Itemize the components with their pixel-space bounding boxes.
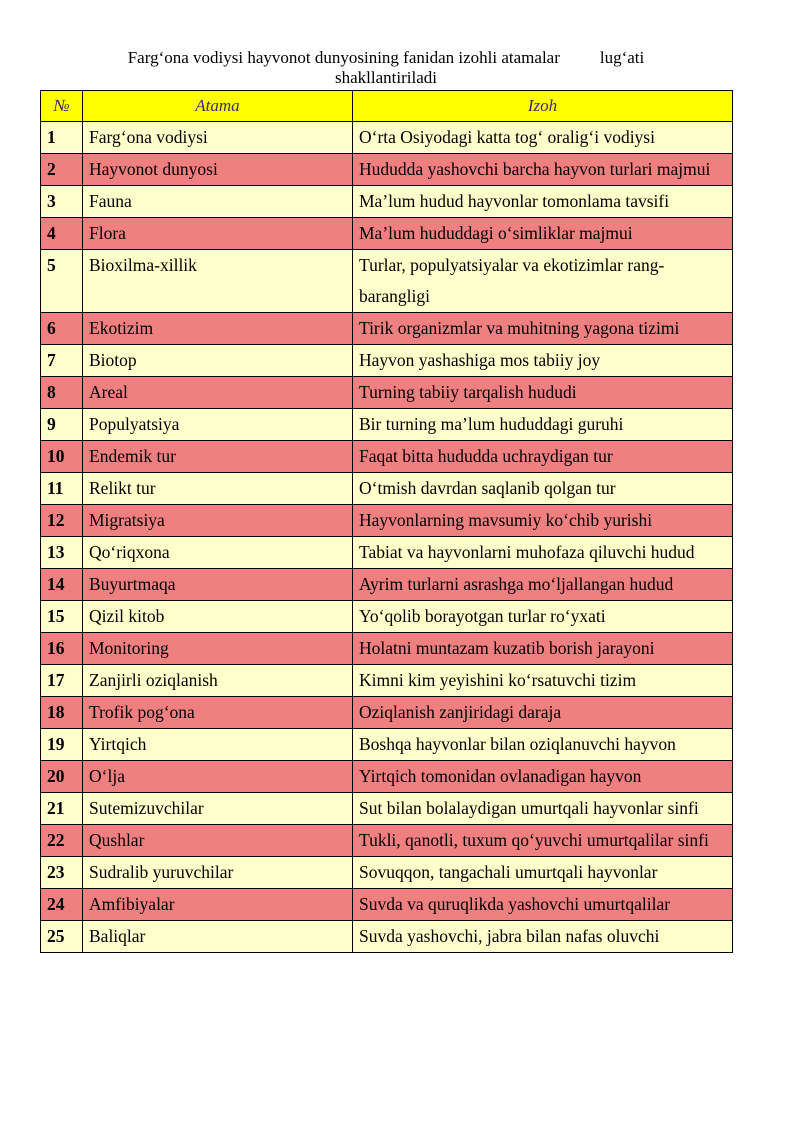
row-term: Baliqlar [83, 921, 353, 953]
row-term: Sutemizuvchilar [83, 793, 353, 825]
row-number: 14 [41, 569, 83, 601]
header-row [41, 91, 733, 122]
row-term: Monitoring [83, 633, 353, 665]
row-number: 23 [41, 857, 83, 889]
row-number: 22 [41, 825, 83, 857]
row-term: Relikt tur [83, 473, 353, 505]
glossary-rows [41, 122, 733, 953]
row-description: Kimni kim yeyishini ko‘rsatuvchi tizim [353, 665, 733, 697]
row-description: Tirik organizmlar va muhitning yagona tizimi [353, 313, 733, 345]
row-term: O‘lja [83, 761, 353, 793]
row-description: Yo‘qolib borayotgan turlar ro‘yxati [353, 601, 733, 633]
row-description: Holatni muntazam kuzatib borish jarayoni [353, 633, 733, 665]
row-number: 11 [41, 473, 83, 505]
row-number: 9 [41, 409, 83, 441]
table-row [41, 409, 733, 441]
row-term: Qo‘riqxona [83, 537, 353, 569]
row-number: 21 [41, 793, 83, 825]
table-row [41, 186, 733, 218]
row-description: Suvda va quruqlikda yashovchi umurtqalilar [353, 889, 733, 921]
table-row [41, 345, 733, 377]
title-line1: Farg‘ona vodiysi hayvonot dunyosining fanidan izohli atamalar [127, 48, 560, 67]
table-row [41, 793, 733, 825]
row-term: Farg‘ona vodiysi [83, 122, 353, 154]
row-number: 1 [41, 122, 83, 154]
table-row [41, 729, 733, 761]
table-row [41, 889, 733, 921]
title-line1-tail: lug‘ati [599, 48, 645, 67]
row-number: 2 [41, 154, 83, 186]
table-row [41, 122, 733, 154]
row-term: Hayvonot dunyosi [83, 154, 353, 186]
row-number: 20 [41, 761, 83, 793]
row-number: 17 [41, 665, 83, 697]
table-row [41, 441, 733, 473]
table-row [41, 761, 733, 793]
row-description: Tabiat va hayvonlarni muhofaza qiluvchi hudud [353, 537, 733, 569]
table-row [41, 665, 733, 697]
table-row [41, 601, 733, 633]
document-title [40, 48, 732, 88]
row-number: 12 [41, 505, 83, 537]
row-description: O‘tmish davrdan saqlanib qolgan tur [353, 473, 733, 505]
row-term: Bioxilma-xillik [83, 250, 353, 313]
row-description: Ayrim turlarni asrashga mo‘ljallangan hudud [353, 569, 733, 601]
row-term: Yirtqich [83, 729, 353, 761]
row-term: Populyatsiya [83, 409, 353, 441]
row-term: Endemik tur [83, 441, 353, 473]
row-term: Fauna [83, 186, 353, 218]
row-description: Hududda yashovchi barcha hayvon turlari majmui [353, 154, 733, 186]
table-row [41, 569, 733, 601]
row-description: Ma’lum hudud hayvonlar tomonlama tavsifi [353, 186, 733, 218]
row-description: Ma’lum hududdagi o‘simliklar majmui [353, 218, 733, 250]
row-number: 15 [41, 601, 83, 633]
row-number: 8 [41, 377, 83, 409]
row-description: Turning tabiiy tarqalish hududi [353, 377, 733, 409]
row-description: Yirtqich tomonidan ovlanadigan hayvon [353, 761, 733, 793]
table-row [41, 537, 733, 569]
row-term: Flora [83, 218, 353, 250]
row-term: Ekotizim [83, 313, 353, 345]
table-row [41, 473, 733, 505]
row-number: 10 [41, 441, 83, 473]
row-description: Sovuqqon, tangachali umurtqali hayvonlar [353, 857, 733, 889]
row-description: Faqat bitta hududda uchraydigan tur [353, 441, 733, 473]
row-term: Trofik pog‘ona [83, 697, 353, 729]
row-description: Oziqlanish zanjiridagi daraja [353, 697, 733, 729]
row-number: 4 [41, 218, 83, 250]
row-number: 16 [41, 633, 83, 665]
title-line2: shakllantiriladi [335, 68, 437, 87]
row-number: 3 [41, 186, 83, 218]
row-description: Suvda yashovchi, jabra bilan nafas oluvchi [353, 921, 733, 953]
row-description: Hayvon yashashiga mos tabiiy joy [353, 345, 733, 377]
row-number: 6 [41, 313, 83, 345]
table-row [41, 218, 733, 250]
row-description: Hayvonlarning mavsumiy ko‘chib yurishi [353, 505, 733, 537]
table-row [41, 313, 733, 345]
row-number: 25 [41, 921, 83, 953]
row-term: Areal [83, 377, 353, 409]
row-number: 19 [41, 729, 83, 761]
row-term: Biotop [83, 345, 353, 377]
table-row [41, 154, 733, 186]
header-term: Atama [83, 91, 353, 122]
row-description: O‘rta Osiyodagi katta tog‘ oralig‘i vodiysi [353, 122, 733, 154]
table-row [41, 505, 733, 537]
table-row [41, 697, 733, 729]
row-term: Qizil kitob [83, 601, 353, 633]
table-row [41, 921, 733, 953]
row-term: Zanjirli oziqlanish [83, 665, 353, 697]
row-description: Sut bilan bolalaydigan umurtqali hayvonlar sinfi [353, 793, 733, 825]
header-number: № [41, 91, 83, 122]
row-term: Qushlar [83, 825, 353, 857]
header-description: Izoh [353, 91, 733, 122]
row-term: Sudralib yuruvchilar [83, 857, 353, 889]
row-description: Bir turning ma’lum hududdagi guruhi [353, 409, 733, 441]
row-term: Amfibiyalar [83, 889, 353, 921]
table-row [41, 857, 733, 889]
table-row [41, 377, 733, 409]
row-number: 24 [41, 889, 83, 921]
row-number: 18 [41, 697, 83, 729]
row-description: Boshqa hayvonlar bilan oziqlanuvchi hayvon [353, 729, 733, 761]
row-description: Turlar, populyatsiyalar va ekotizimlar rang-barangligi [353, 250, 733, 313]
row-number: 7 [41, 345, 83, 377]
row-number: 5 [41, 250, 83, 313]
row-description: Tukli, qanotli, tuxum qo‘yuvchi umurtqalilar sinfi [353, 825, 733, 857]
table-row [41, 250, 733, 313]
row-term: Buyurtmaqa [83, 569, 353, 601]
glossary-table [40, 90, 733, 953]
row-term: Migratsiya [83, 505, 353, 537]
table-row [41, 825, 733, 857]
table-row [41, 633, 733, 665]
row-number: 13 [41, 537, 83, 569]
